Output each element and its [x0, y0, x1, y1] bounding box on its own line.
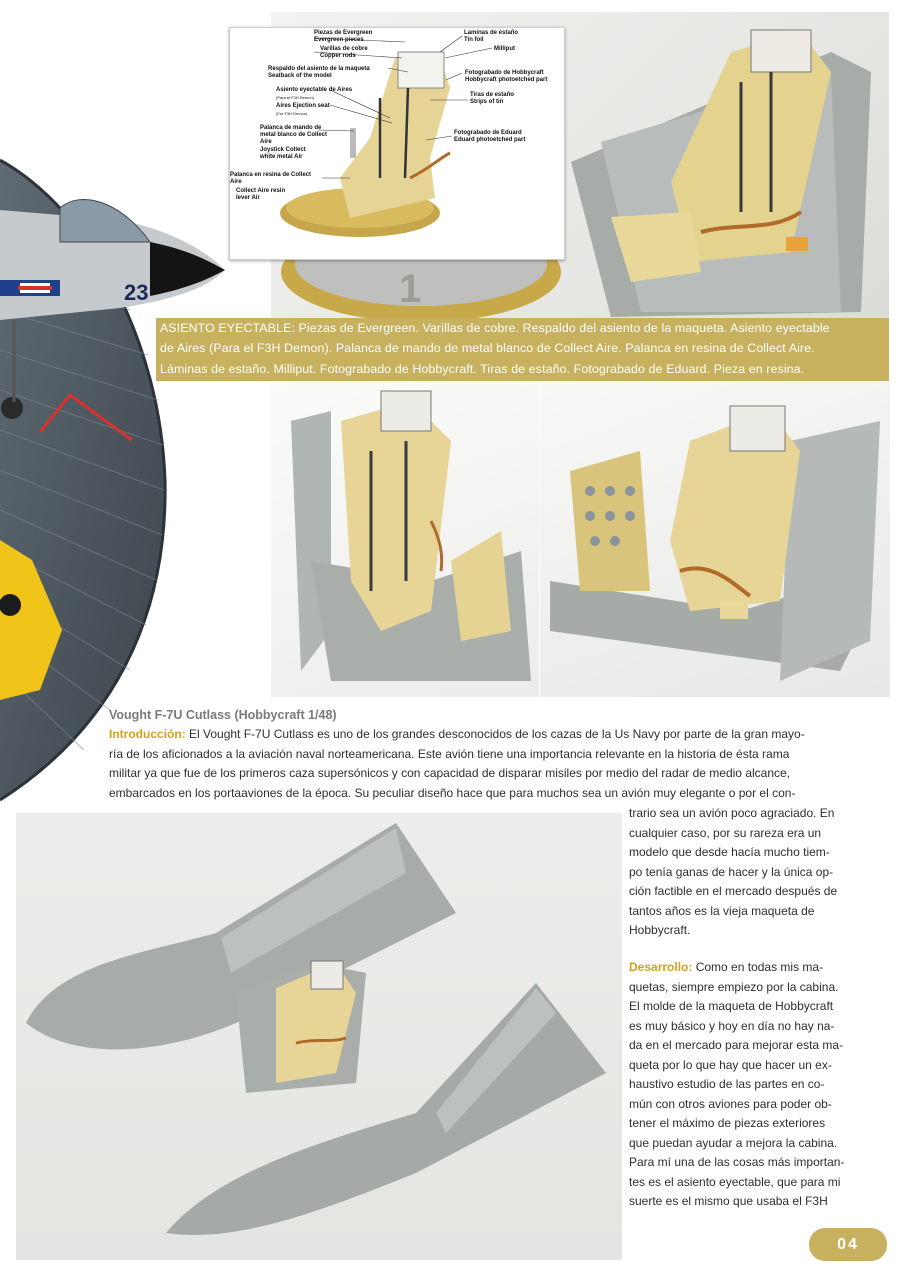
intro-col-line: Hobbycraft. — [629, 923, 691, 937]
development-column — [629, 958, 860, 1212]
labeled-diagram — [229, 27, 565, 260]
label-aires-ejection: Aires Ejection seat (For F3H Demon) — [276, 103, 330, 116]
label-eduard-pe: Fotograbado de Eduard Eduard photoetched part — [454, 130, 526, 143]
dev-line: quetas, siempre empiezo por la cabina. — [629, 979, 839, 994]
intro-col-line: ción factible en el mercado después de — [629, 884, 838, 898]
intro-paragraph — [109, 725, 889, 803]
caption-line-3: Láminas de estaño. Milliput. Fotograbado de Hobbycraft. Tiras de estaño. Fotograbado de Eduard. Pieza en resina. — [160, 361, 805, 376]
dev-line: haustivo estudio de las partes en co- — [629, 1077, 825, 1091]
dev-label: Desarrollo: — [629, 960, 693, 974]
label-aires-seat: Asiento eyectable de Aires (Para el F3H Demon) — [276, 87, 353, 100]
caption-heading: ASIENTO EYECTABLE: — [160, 321, 295, 335]
fuselage-halves-photo — [16, 813, 622, 1260]
dev-line: queta por lo que hay que hacer un ex- — [629, 1057, 832, 1072]
intro-col-line: modelo que desde hacía mucho tiem- — [629, 845, 830, 859]
intro-col-line: tantos años es la vieja maqueta de — [629, 903, 815, 918]
article-title: Vought F-7U Cutlass (Hobbycraft 1/48) — [109, 708, 337, 722]
label-joystick-es: Palanca de mando de metal blanco de Collect Aire — [260, 125, 328, 145]
dev-line: que puedan ayudar a mejora la cabina. — [629, 1135, 838, 1150]
dev-line: suerte es el mismo que usaba el F3H — [629, 1194, 828, 1208]
seat-front-photo — [271, 381, 539, 697]
label-resin-lever-es: Palanca en resina de Collect Aire — [230, 172, 312, 185]
intro-col-line: cualquier caso, por su rareza era un — [629, 825, 822, 840]
label-tin-foil: Laminas de estaño Tin foil — [464, 30, 519, 43]
dev-line: da en el mercado para mejorar esta ma- — [629, 1038, 844, 1052]
intro-line-1: Introducción: El Vought F-7U Cutlass es uno de los grandes desconocidos de los cazas de la Us Navy por parte de la gran mayo- — [109, 727, 805, 741]
intro-column — [629, 804, 860, 941]
aircraft-number: 23 — [124, 280, 149, 305]
seat-front-illustration — [271, 381, 539, 697]
seat-side-illustration — [540, 381, 890, 697]
label-copper-rods: Varillas de cobre Copper rods — [320, 46, 368, 59]
label-seatback: Respaldo del asiento de la maqueta Seatback of the model — [268, 66, 370, 79]
label-resin-lever-en: Collect Aire resin lever Air — [236, 188, 286, 201]
caption-line-2: de Aires (Para el F3H Demon). Palanca de mando de metal blanco de Collect Aire. Palanca en resina de Collect Aire. — [160, 341, 815, 356]
dev-line: es muy básico y hoy en día no hay na- — [629, 1018, 835, 1033]
intro-label: Introducción: — [109, 727, 186, 741]
dev-line: Para mí una de las cosas más importan- — [629, 1155, 845, 1169]
intro-line-3: militar ya que fue de los primeros caza supersónicos y con capacidad de disparar misiles por medio del radar de medio alcance, — [109, 766, 791, 780]
intro-line-2: ría de los aficionados a la aviación naval norteamericana. Este avión tiene una importancia relevante en la historia de ésta rama — [109, 746, 790, 761]
dev-line: mún con otros aviones para poder ob- — [629, 1096, 832, 1111]
dev-line: tes es el asiento eyectable, que para mi — [629, 1174, 841, 1189]
coin-mark: 1 — [399, 267, 422, 311]
intro-line-4: embarcados en los portaaviones de la época. Su peculiar diseño hace que para muchos sea un avión muy elegante o por el con- — [109, 785, 796, 800]
intro-col-line: po tenía ganas de hacer y la única op- — [629, 864, 834, 879]
label-joystick-en: Joystick Collect white metal Air — [260, 147, 306, 160]
label-evergreen: Piezas de Evergreen Evergreen pieces — [314, 30, 373, 43]
dev-line-1: Desarrollo: Como en todas mis ma- — [629, 960, 824, 974]
photo-caption — [156, 318, 889, 381]
page-number: 04 — [809, 1228, 887, 1261]
intro-col-line: trario sea un avión poco agraciado. En — [629, 806, 835, 820]
label-hobbycraft-pe: Fotograbado de Hobbycraft Hobbycraft photoetched part — [465, 70, 548, 83]
caption-line-1: ASIENTO EYECTABLE: Piezas de Evergreen. Varillas de cobre. Respaldo del asiento de la maqueta. Asiento eyectable — [160, 321, 830, 335]
dev-line: El molde de la maqueta de Hobbycraft — [629, 999, 834, 1013]
seat-side-photo — [540, 381, 890, 697]
label-milliput: Milliput — [494, 46, 515, 52]
label-tin-strips: Tiras de estaño Strips of tin — [470, 92, 514, 105]
dev-line: tener el máximo de piezas exteriores — [629, 1116, 826, 1130]
fuselage-halves-illustration — [16, 813, 622, 1260]
